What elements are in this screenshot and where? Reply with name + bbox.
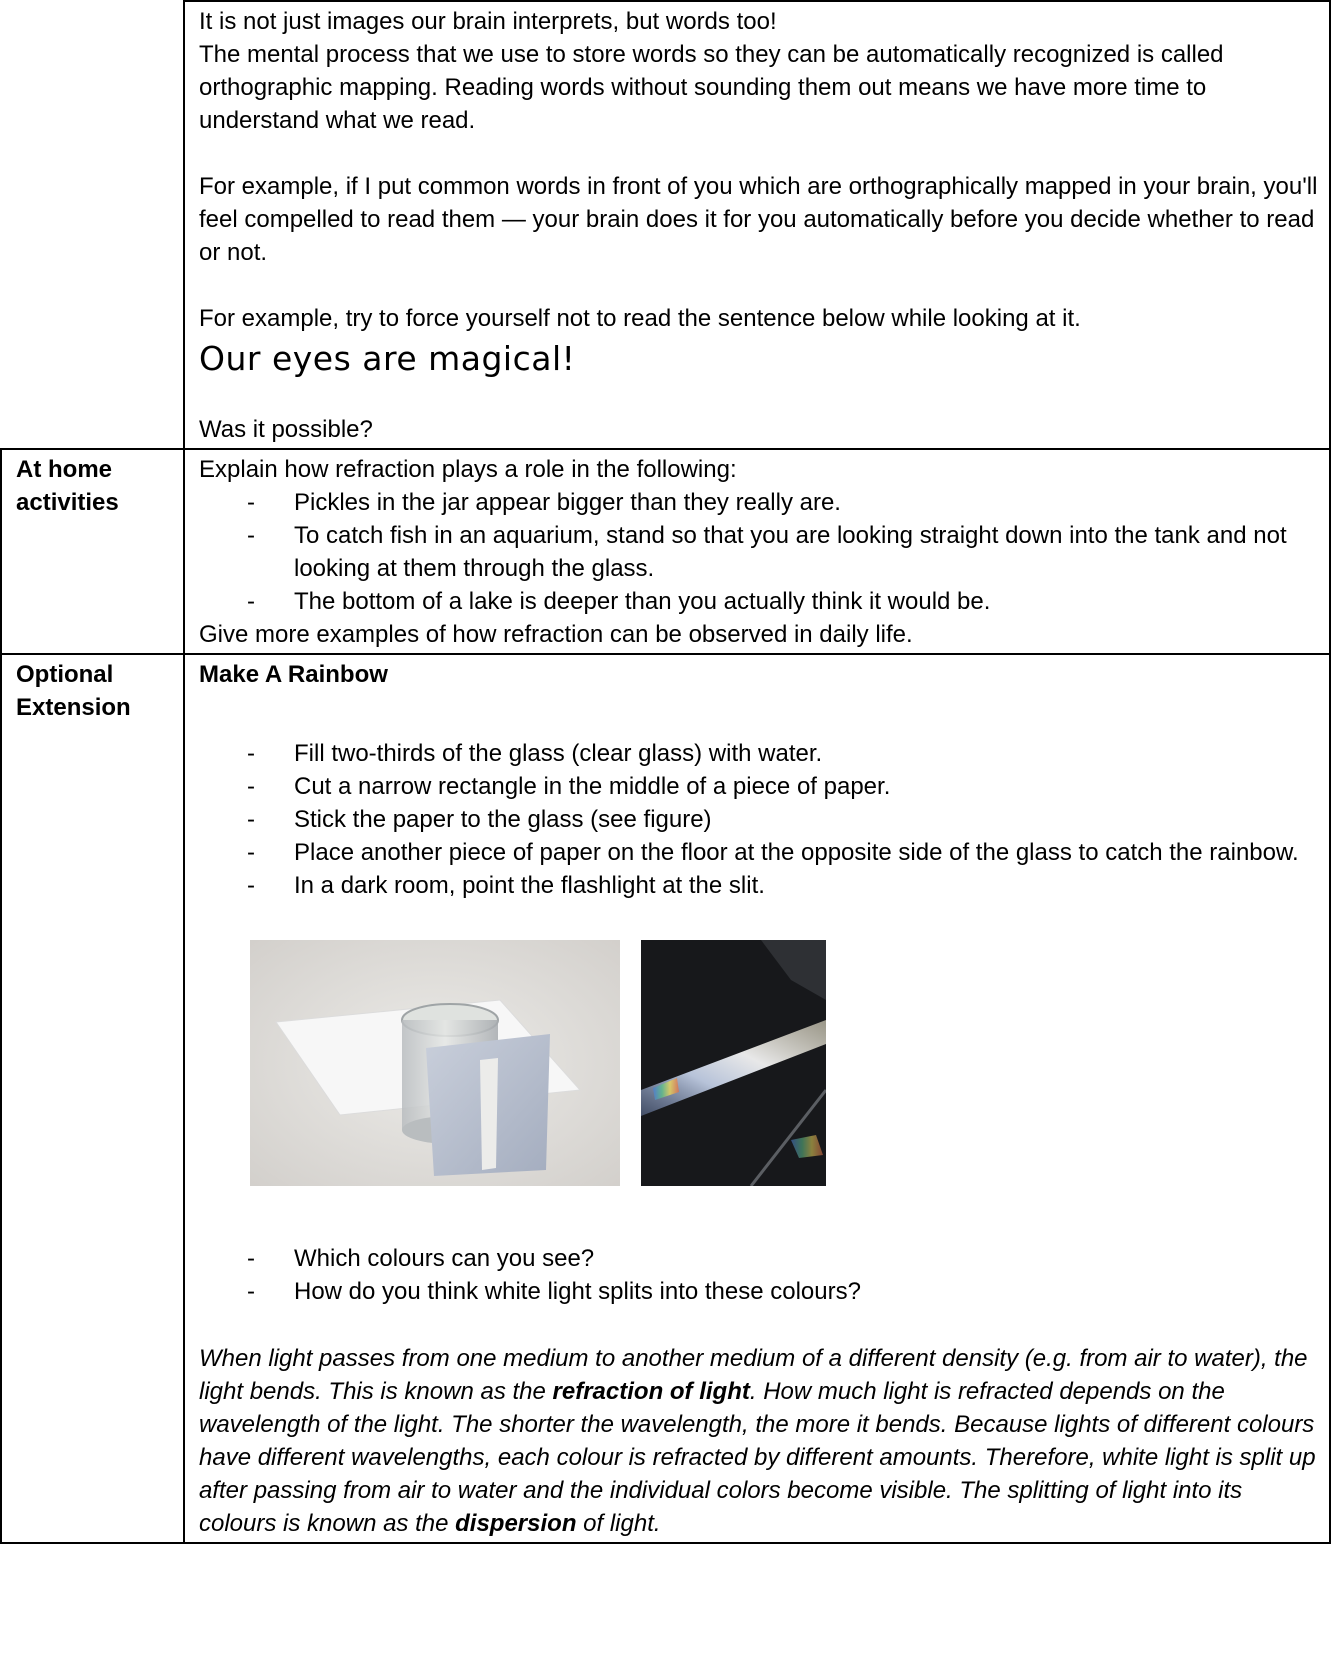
label-extension: Extension <box>16 694 131 721</box>
list-item: - To catch fish in an aquarium, stand so that you are looking straight down into the tank and not looking at them through the glass. <box>247 522 1287 582</box>
glass-with-paper-photo <box>250 940 620 1186</box>
list-item: - Which colours can you see? <box>247 1245 595 1272</box>
force-yourself-paragraph: For example, try to force yourself not to read the sentence below while looking at it. <box>199 305 1081 332</box>
dispersion-term: dispersion <box>455 1510 577 1537</box>
was-it-possible-question: Was it possible? <box>199 416 373 443</box>
refraction-explanation: When light passes from one medium to another medium of a different density (e.g. from air to water), the light bends. This is known as the refraction of light. How much light is refracted depends on the wavelength of the light. The shorter the wavelength, the more it bends. Because lights of different colours have different wavelengths, each colour is refracted by different amounts. Therefore, white light is split up after passing from air to water and the individual colors become visible. The splitting of light into its colours is known as the dispersion of light. <box>199 1345 1316 1537</box>
label-at-home: At home <box>16 456 112 483</box>
table-row-optional-extension <box>1 654 1330 1543</box>
rainbow-questions-list <box>199 1242 1321 1308</box>
orthographic-mapping-paragraph: The mental process that we use to store words so they can be automatically recognized is called orthographic mapping. Reading words without sounding them out means we have more time to understand what we read. <box>199 41 1224 134</box>
rainbow-photos <box>199 940 1321 1208</box>
make-a-rainbow-title: Make A Rainbow <box>199 661 388 688</box>
intro-line: It is not just images our brain interprets, but words too! <box>199 8 777 35</box>
rainbow-light-photo <box>641 940 826 1186</box>
magic-sentence: Our eyes are magical! <box>199 339 576 378</box>
row-label-optional-extension <box>1 654 184 1543</box>
list-item: - Pickles in the jar appear bigger than they really are. <box>247 489 841 516</box>
label-optional: Optional <box>16 661 114 688</box>
refraction-outro: Give more examples of how refraction can be observed in daily life. <box>199 621 913 648</box>
list-item: - Stick the paper to the glass (see figure) <box>247 806 712 833</box>
list-item: - Cut a narrow rectangle in the middle of a piece of paper. <box>247 773 891 800</box>
row-label-empty <box>1 1 184 449</box>
label-activities: activities <box>16 489 119 516</box>
row-label-at-home-activities <box>1 449 184 654</box>
refraction-examples-list <box>199 486 1321 618</box>
table-row-orthographic-mapping <box>1 1 1330 449</box>
refraction-of-light-term: refraction of light <box>552 1378 750 1405</box>
refraction-intro: Explain how refraction plays a role in the following: <box>199 456 737 483</box>
row-content-optional-extension <box>184 654 1330 1543</box>
row-content-at-home-activities <box>184 449 1330 654</box>
list-item: - How do you think white light splits into these colours? <box>247 1278 861 1305</box>
row-content-orthographic-mapping <box>184 1 1330 449</box>
list-item: - In a dark room, point the flashlight at the slit. <box>247 872 765 899</box>
compelled-to-read-paragraph: For example, if I put common words in front of you which are orthographically mapped in your brain, you'll feel compelled to read them — your brain does it for you automatically before you decide whether to read or not. <box>199 173 1318 266</box>
list-item: - Place another piece of paper on the floor at the opposite side of the glass to catch the rainbow. <box>247 839 1299 866</box>
list-item: - Fill two-thirds of the glass (clear glass) with water. <box>247 740 823 767</box>
list-item: - The bottom of a lake is deeper than you actually think it would be. <box>247 588 991 615</box>
table-row-at-home-activities <box>1 449 1330 654</box>
rainbow-steps-list <box>199 737 1321 902</box>
